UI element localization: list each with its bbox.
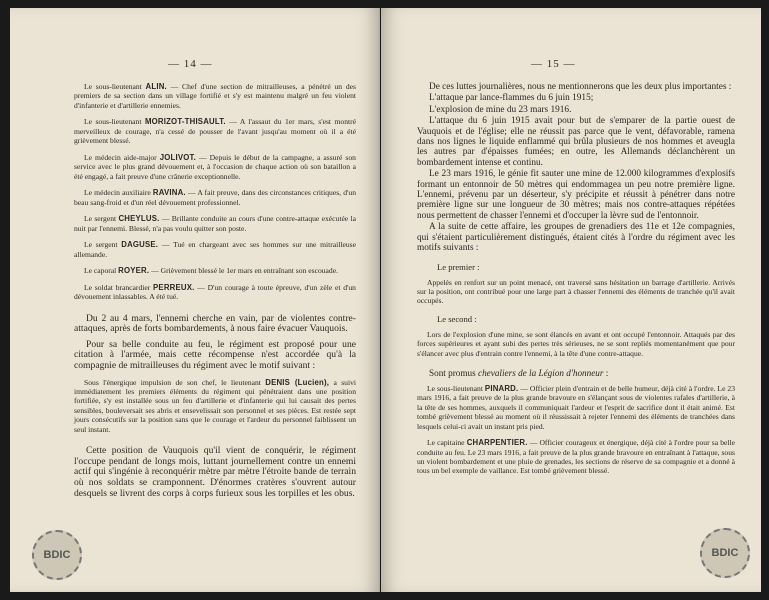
body-paragraph: A la suite de cette affaire, les groupes de grenadiers des 11e et 12e compagnies, qui s'étaient particulièrement distingués, étaient cités à l'ordre du régiment avec les motifs suivants : (417, 222, 735, 254)
body-paragraph: L'attaque du 6 juin 1915 avait pour but de s'emparer de la partie ouest de Vauquois et de l'église; elle ne réussit pas parce que le vent, défavorable, ramena dans nos lignes le liquide enflammé qui brûla plusieurs de nos hommes et aveugla les autres par d'épaisses fumées; en outre, les Allemands déclanchèrent un bombardement intense et continu. (417, 116, 735, 168)
page-number: — 15 — (531, 58, 576, 70)
body-paragraph: Le 23 mars 1916, le génie fit sauter une mine de 12.000 kilogrammes d'explosifs formant un entonnoir de 50 mètres qui endommagea un peu notre première ligne. L'ennemi, prévenu par un déserteur, s'y précipite et réussit à pénétrer dans notre première ligne sur une longueur de 30 mètres; mais nos contre-attaques répétées nous permettent de chasser l'ennemi et d'occuper la lèvre sud de l'entonnoir. (417, 169, 735, 221)
citation-entry: Le soldat brancardier PERREUX. — D'un courage à toute épreuve, d'un zèle et d'un dévouement inlassables. A été tué. (74, 282, 356, 302)
citation-text: Appelés en renfort sur un point menacé, ont traversé sans hésitation un barrage d'artillerie. Arrivés sur la position, ont contribué pour une large part à chasser l'ennemi des éléments de tranchée qu'il avait occupés. (417, 277, 735, 306)
army-citation: Sous l'énergique impulsion de son chef, le lieutenant DENIS (Lucien), a suivi immédiatement les premiers éléments du régiment qui pénétraient dans une position fortifiée, s'y est installée sous un feu d'artillerie et d'infanterie qui lui causait des pertes sensibles, bouleversait ses abris et ensevelissait son personnel et ses pièces. Est restée sept jours consécutifs sur la position sans que le courage et l'ardeur du personnel faiblissent un seul instant. (74, 377, 356, 434)
citation-entry: Le sous-lieutenant PINARD. — Officier plein d'entrain et de belle humeur, déjà cité à l'ordre. Le 23 mars 1916, a fait preuve de la plus grande bravoure en s'élançant sous de violentes rafales d'artillerie, à la tête de ses hommes, auxquels il communiquait l'ardeur et l'esprit de sacrifice dont il était animé. Est tombé grièvement blessé au moment où il réussissait à rejeter l'ennemi des éléments de tranchées dans lesquels celui-ci avait un instant pris pied. (417, 383, 735, 431)
body-paragraph: Pour sa belle conduite au feu, le régiment est proposé pour une citation à l'armée, mais cette récompense n'est accordée qu'à la compagnie de mitrailleuses du régiment avec le motif suivant : (74, 338, 356, 371)
page-number: — 14 — (168, 58, 213, 70)
section-heading: Sont promus chevaliers de la Légion d'honneur : (429, 367, 609, 378)
left-page (10, 8, 380, 592)
citation-entry: Le médecin aide-major JOLIVOT. — Depuis le début de la campagne, a assuré son service avec le plus grand dévouement et, à l'occasion de chaque action où son bataillon a été engagé, a fait preuve d'une crânerie exceptionnelle. (74, 152, 356, 181)
right-page (381, 8, 761, 592)
citation-text: Lors de l'explosion d'une mine, se sont élancés en avant et ont occupé l'entonnoir. Attaqués par des forces supérieures et ayant subi des pertes très sérieuses, ne se sont repliés momentanément que pour s'élancer avec plus d'entrain contre l'ennemi, à la tête d'une contre-attaque. (417, 329, 735, 358)
body-paragraph: Cette position de Vauquois qu'il vient de conquérir, le régiment l'occupe pendant de longs mois, luttant journellement contre un ennemi actif qui s'ingénie à reconquérir mètre par mètre l'étroite bande de terrain où nos soldats se cramponnent. D'énormes cratères s'ouvrent autour desquels se livrent des corps à corps furieux sous les torpilles et les obus. (74, 445, 356, 499)
citation-entry: Le sous-lieutenant MORIZOT-THISAULT. — A l'assaut du 1er mars, s'est montré merveilleux de courage, n'a cessé de pousser de l'avant jusqu'au moment où il a été grièvement blessé. (74, 117, 357, 146)
library-stamp: BDIC (32, 530, 82, 580)
citation-entry: Le sergent CHEYLUS. — Brillante conduite au cours d'une contre-attaque exécutée la nuit par l'ennemi. Blessé, n'a pas voulu quitter son poste. (74, 214, 356, 233)
list-line: L'explosion de mine du 23 mars 1916. (429, 104, 572, 115)
list-line: L'attaque par lance-flammes du 6 juin 1915; (429, 93, 594, 104)
left-column (74, 82, 356, 504)
citation-entry: Le sergent DAGUSE. — Tué en chargeant avec ses hommes sur une mitrailleuse allemande. (74, 240, 356, 259)
right-column (417, 82, 735, 483)
subheading: Le premier : (437, 261, 480, 272)
citation-entry: Le caporal ROYER. — Grièvement blessé le 1er mars en entraînant son escouade. (84, 266, 338, 276)
subheading: Le second : (437, 313, 477, 324)
library-stamp: BDIC (700, 528, 750, 578)
body-paragraph: Du 2 au 4 mars, l'ennemi cherche en vain, par de violentes contre-attaques, après de forts bombardements, à nous faire évacuer Vauquois. (74, 312, 356, 335)
citation-entry: Le sous-lieutenant ALIN. — Chef d'une section de mitrailleuses, a pénétré un des premiers de sa section dans un village fortifié et s'y est maintenu malgré un feu violent d'infanterie et d'artillerie ennemies. (74, 82, 356, 110)
citation-entry: Le capitaine CHARPENTIER. — Officier courageux et énergique, déjà cité à l'ordre pour sa belle conduite au feu. Le 23 mars 1916, a fait preuve de la plus grande bravoure en entraînant à l'attaque, sous un violent bombardement et une pluie de grenades, les sections de réserve de sa compagnie et a donné à tous un bel exemple de vaillance. Est tombé grièvement blessé. (417, 438, 735, 476)
citation-entry: Le médecin auxiliaire RAVINA. — A fait preuve, dans des circonstances critiques, d'un beau sang-froid et d'un réel dévouement professionnel. (74, 188, 356, 207)
body-paragraph: De ces luttes journalières, nous ne mentionnerons que les deux plus importantes : (429, 82, 732, 92)
